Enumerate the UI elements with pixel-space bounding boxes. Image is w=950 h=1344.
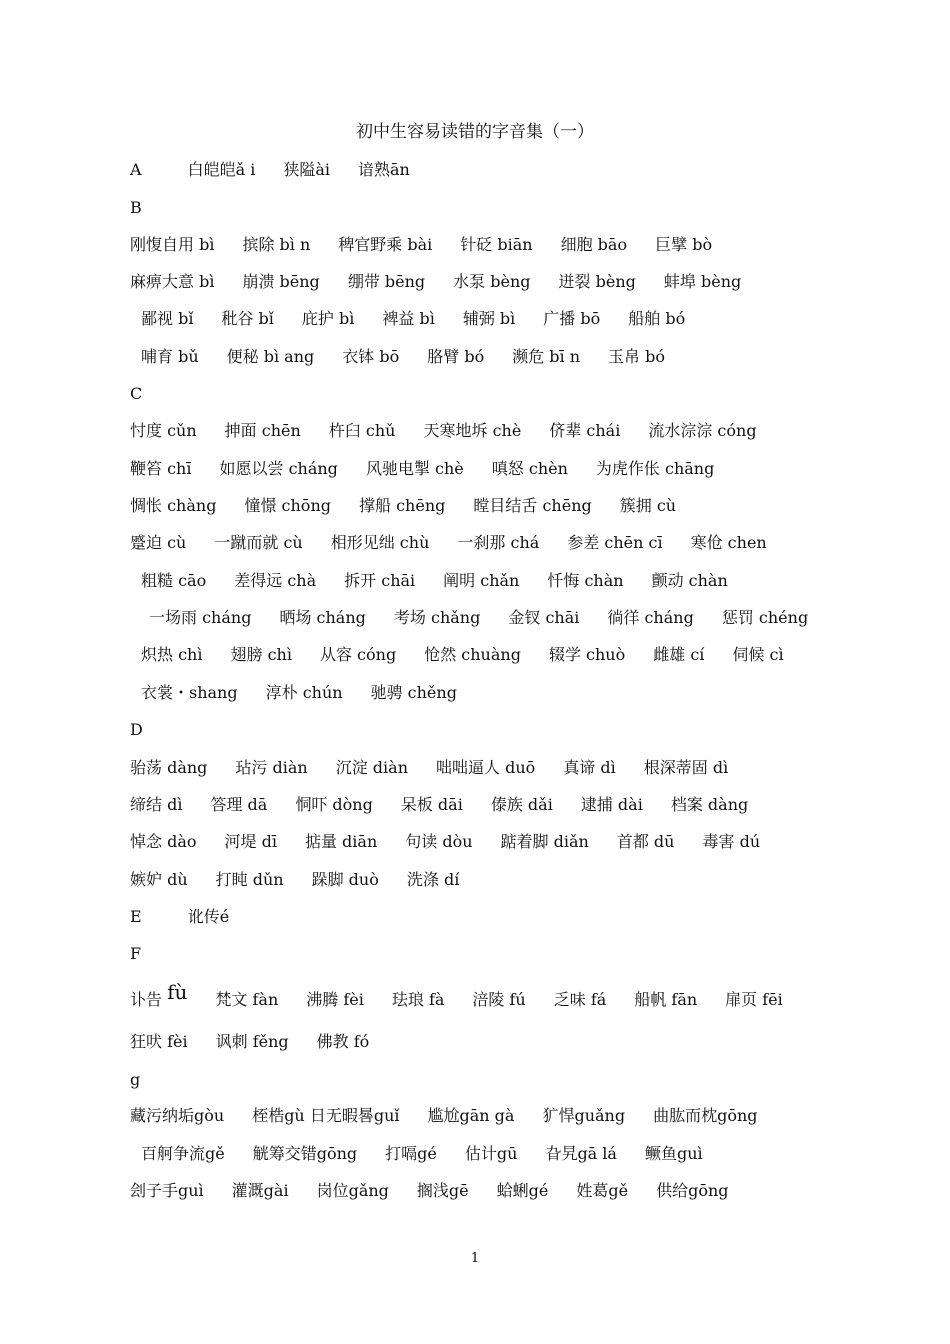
word-entry: 骀荡 dàng — [130, 758, 208, 777]
word-entry: 讽刺 fěng — [215, 1032, 289, 1051]
word-entry: 庇护 bì — [301, 309, 355, 328]
word-entry: 淳朴 chún — [265, 683, 343, 702]
word-entry: 犷悍guǎng — [542, 1106, 626, 1125]
word-entry: 跺脚 duò — [311, 870, 379, 889]
word-entry: 藏污纳垢gòu — [130, 1106, 225, 1125]
word-entry: 寒伧 chen — [690, 533, 767, 552]
word-entry: 搁浅gē — [416, 1181, 469, 1200]
word-entry: 珐琅 fà — [391, 990, 445, 1009]
word-entry: 流水淙淙 cóng — [648, 421, 757, 440]
word-entry: 驰骋 chěng — [370, 683, 457, 702]
word-entry: 档案 dàng — [670, 795, 749, 814]
entry-line — [141, 569, 820, 593]
word-entry: 衣裳・shang — [141, 683, 238, 702]
entry-line — [130, 457, 820, 481]
word-entry: 哺育 bǔ — [141, 347, 199, 366]
word-entry: 雌雄 cí — [653, 645, 705, 664]
entry-line — [141, 307, 820, 331]
word-entry: 刽子手guì — [130, 1181, 204, 1200]
word-entry: 鄙视 bǐ — [141, 309, 194, 328]
section-letter: E — [130, 907, 142, 926]
word-entry: 沸腾 fèi — [306, 990, 364, 1009]
word-entry: 惩罚 chéng — [721, 608, 809, 627]
word-entry: 岗位gǎng — [316, 1181, 389, 1200]
word-entry: 参差 chēn cī — [567, 533, 663, 552]
word-entry: 尴尬gān gà — [427, 1106, 515, 1125]
word-entry: 讹传é — [187, 907, 230, 926]
word-entry: 秕谷 bǐ — [221, 309, 274, 328]
word-entry: 缔结 dì — [130, 795, 183, 814]
word-entry: 摈除 bì n — [242, 235, 311, 254]
word-entry: 为虎作伥 chāng — [595, 459, 715, 478]
entry-line — [141, 345, 820, 369]
word-entry: 巨擘 bò — [655, 235, 713, 254]
word-entry: 打盹 dǔn — [215, 870, 284, 889]
entry-line — [130, 756, 820, 780]
word-entry: 刚愎自用 bì — [130, 235, 215, 254]
word-entry: 衣钵 bō — [342, 347, 400, 366]
word-entry: 金钗 chāi — [508, 608, 580, 627]
word-entry: 绷带 bēng — [347, 272, 426, 291]
entry-line — [130, 233, 820, 257]
word-entry: 狭隘ài — [283, 160, 330, 179]
word-entry: 翅膀 chì — [230, 645, 292, 664]
word-entry: 呆板 dāi — [400, 795, 463, 814]
word-entry: 沉淀 diàn — [335, 758, 409, 777]
section-line — [130, 1068, 820, 1092]
word-entry: 憧憬 chōng — [244, 496, 331, 515]
word-entry: 真谛 dì — [563, 758, 616, 777]
word-entry: 迸裂 bèng — [558, 272, 636, 291]
word-entry: 掂量 diān — [304, 832, 378, 851]
word-entry: 裨益 bì — [382, 309, 435, 328]
word-entry: 抻面 chēn — [224, 421, 301, 440]
word-entry: 踮着脚 diǎn — [500, 832, 589, 851]
word-entry: 粗糙 cāo — [141, 571, 207, 590]
entry-line — [130, 1104, 820, 1128]
word-entry: 佛教 fó — [316, 1032, 370, 1051]
section-line — [130, 905, 820, 929]
entry-line — [130, 494, 820, 518]
section-letter: g — [130, 1070, 141, 1089]
word-entry: 细胞 bāo — [560, 235, 628, 254]
entry-line — [149, 606, 820, 630]
document-title: 初中生容易读错的字音集（一） — [356, 122, 594, 142]
word-entry: 鞭笞 chī — [130, 459, 192, 478]
entry-line — [130, 830, 820, 854]
word-entry: 嫉妒 dù — [130, 870, 188, 889]
word-entry: 阐明 chǎn — [443, 571, 520, 590]
entry-line — [141, 1142, 820, 1166]
word-entry: 曲肱而枕gōng — [653, 1106, 758, 1125]
entry-line — [130, 531, 820, 555]
word-entry: 狂吠 fèi — [130, 1032, 188, 1051]
word-entry: 徜徉 cháng — [607, 608, 694, 627]
word-entry: 蹙迫 cù — [130, 533, 187, 552]
word-entry: 玷污 diàn — [235, 758, 308, 777]
word-entry: 嗔怒 chèn — [491, 459, 568, 478]
word-entry: 姓葛gě — [576, 1181, 629, 1200]
section-letter: C — [130, 384, 143, 403]
word-entry: 崩溃 bēng — [242, 272, 320, 291]
word-entry: 伺候 cì — [732, 645, 784, 664]
word-entry: 讣告 fù — [130, 980, 188, 1009]
section-line — [130, 382, 820, 406]
entry-line — [141, 643, 820, 667]
word-entry: 从容 cóng — [319, 645, 397, 664]
word-entry: 逮捕 dài — [580, 795, 643, 814]
word-entry: 炽热 chì — [141, 645, 203, 664]
section-letter: B — [130, 198, 142, 217]
section-letter: A — [130, 160, 142, 179]
word-entry: 河堤 dī — [224, 832, 277, 851]
word-entry: 打嗝gé — [385, 1144, 437, 1163]
pinyin-fu: fù — [167, 980, 188, 1004]
entry-line — [130, 1030, 820, 1054]
word-entry: 拆开 chāi — [344, 571, 416, 590]
entry-line — [130, 868, 820, 892]
word-entry: 相形见绌 chù — [330, 533, 430, 552]
word-entry: 濒危 bī n — [512, 347, 581, 366]
word-entry: 恫吓 dòng — [295, 795, 373, 814]
word-entry: 蛤蜊gé — [496, 1181, 549, 1200]
word-entry: 麻痹大意 bì — [130, 272, 215, 291]
word-entry: 谙熟ān — [357, 160, 410, 179]
word-entry: 旮旯gā lá — [545, 1144, 617, 1163]
word-entry: 一场雨 cháng — [149, 608, 252, 627]
word-entry: 忖度 cǔn — [130, 421, 197, 440]
word-entry: 胳臂 bó — [427, 347, 485, 366]
word-entry: 辅弼 bì — [462, 309, 516, 328]
entry-line — [130, 1179, 820, 1203]
word-entry: 傣族 dǎi — [490, 795, 553, 814]
word-entry: 白皑皑ǎ i — [187, 160, 256, 179]
word-entry: 涪陵 fú — [472, 990, 526, 1009]
word-entry: 侪辈 chái — [549, 421, 621, 440]
word-entry: 梵文 fàn — [215, 990, 279, 1009]
word-entry: 船舶 bó — [628, 309, 686, 328]
word-entry: 晒场 cháng — [279, 608, 366, 627]
word-entry: 广播 bō — [543, 309, 601, 328]
word-entry: 鳜鱼guì — [644, 1144, 703, 1163]
word-entry: 颤动 chàn — [651, 571, 728, 590]
word-entry: 辍学 chuò — [548, 645, 626, 664]
word-entry: 风驰电掣 chè — [365, 459, 464, 478]
entry-line — [141, 681, 820, 705]
word-entry: 玉帛 bó — [608, 347, 666, 366]
word-entry: 簇拥 cù — [619, 496, 677, 515]
word-entry: 针砭 biān — [460, 235, 533, 254]
word-entry: 撑船 chēng — [359, 496, 446, 515]
word-entry: 瞠目结舌 chēng — [473, 496, 592, 515]
word-entry: 便秘 bì ang — [226, 347, 315, 366]
word-entry: 供给gōng — [656, 1181, 729, 1200]
word-entry: 杵臼 chǔ — [328, 421, 396, 440]
word-entry: 洗涤 dí — [406, 870, 460, 889]
word-entry: 百舸争流gě — [141, 1144, 225, 1163]
word-entry: 估计gū — [464, 1144, 518, 1163]
word-entry: 怆然 chuàng — [424, 645, 521, 664]
entry-line — [130, 793, 820, 817]
entry-line — [130, 419, 820, 443]
word-entry: 毒害 dú — [702, 832, 761, 851]
word-entry: 乏味 fá — [553, 990, 607, 1009]
section-line — [130, 718, 820, 742]
section-line — [130, 942, 820, 966]
word-entry: 船帆 fān — [634, 990, 698, 1009]
section-line — [130, 196, 820, 220]
word-entry: 句读 dòu — [405, 832, 473, 851]
word-entry: 觥筹交错gōng — [252, 1144, 358, 1163]
word-entry: 一蹴而就 cù — [214, 533, 303, 552]
section-line — [130, 158, 820, 182]
word-entry: 蚌埠 bèng — [663, 272, 742, 291]
word-entry: 答理 dā — [210, 795, 268, 814]
word-entry: 灌溉gài — [231, 1181, 289, 1200]
page-number: 1 — [470, 1251, 480, 1266]
word-entry: 忏悔 chàn — [547, 571, 624, 590]
entry-line — [130, 270, 820, 294]
word-entry: 考场 chǎng — [393, 608, 481, 627]
word-entry: 水泵 bèng — [453, 272, 531, 291]
word-entry: 悼念 dào — [130, 832, 197, 851]
word-entry: 稗官野乘 bài — [338, 235, 433, 254]
entry-line — [130, 980, 820, 1012]
word-entry: 根深蒂固 dì — [643, 758, 729, 777]
word-entry: 差得远 chà — [234, 571, 317, 590]
section-letter: F — [130, 944, 142, 963]
section-letter: D — [130, 720, 143, 739]
word-entry: 咄咄逼人 duō — [436, 758, 536, 777]
word-entry: 惆怅 chàng — [130, 496, 217, 515]
word-entry: 桎梏gù 日无暇晷guǐ — [252, 1106, 400, 1125]
word-entry: 如愿以尝 cháng — [219, 459, 338, 478]
word-entry: 首都 dū — [616, 832, 675, 851]
word-entry: 天寒地坼 chè — [423, 421, 522, 440]
word-entry: 一刹那 chá — [457, 533, 540, 552]
word-entry: 扉页 fēi — [725, 990, 783, 1009]
